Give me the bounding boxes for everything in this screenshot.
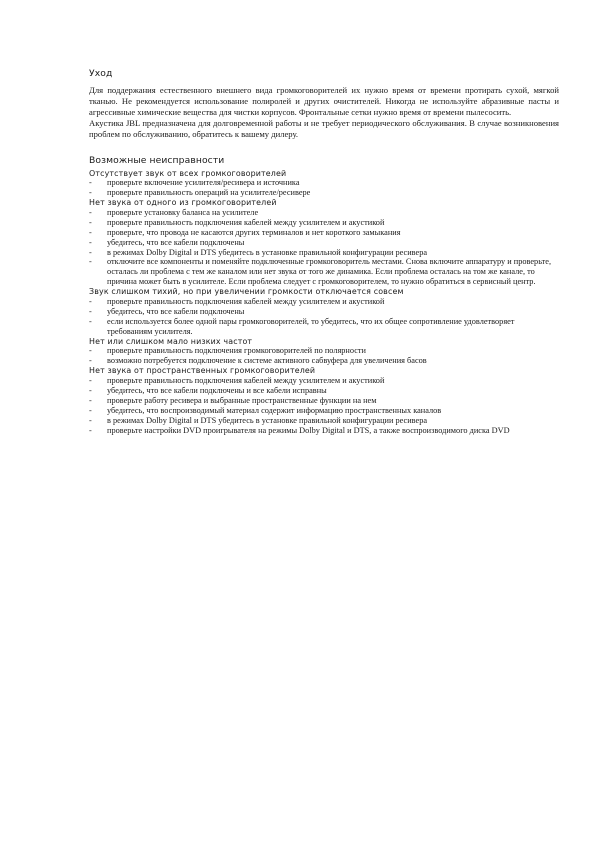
check-item [89,396,559,406]
bullet-dash: - [89,217,92,227]
check-item [89,426,559,436]
problem-title: Нет звука от пространственных громкоговорителей [89,366,316,376]
check-list [89,297,559,337]
check-item [89,376,559,386]
check-item [89,297,559,307]
bullet-dash: - [89,207,92,217]
bullet-dash: - [89,306,92,316]
check-item [89,178,559,188]
check-text: проверьте правильность подключения кабелей между усилителем и акустикой [107,296,385,306]
troubleshooting-group-no-sound-all [89,169,559,199]
problem-title: Нет звука от одного из громкоговорителей [89,198,277,208]
troubleshooting-group-low-volume [89,287,559,336]
check-text: проверьте, что провода не касаются других терминалов и нет короткого замыкания [107,227,401,237]
check-item [89,356,559,366]
check-text: проверьте включение усилителя/ресивера и источника [107,178,300,188]
bullet-dash: - [89,237,92,247]
bullet-dash: - [89,356,92,366]
check-item [89,248,559,258]
bullet-dash: - [89,227,92,237]
check-item [89,307,559,317]
check-text: проверьте работу ресивера и выбранные пространственные функции на нем [107,395,377,405]
bullet-dash: - [89,376,92,386]
bullet-dash: - [89,415,92,425]
check-text: проверьте установку баланса на усилителе [107,207,259,217]
check-item [89,208,559,218]
check-text: проверьте правильность подключения кабелей между усилителем и акустикой [107,376,385,386]
check-text: убедитесь, что все кабели подключены и все кабели исправны [107,385,327,395]
page-content [89,68,559,435]
check-text: убедитесь, что все кабели подключены [107,306,245,316]
check-list [89,178,559,198]
check-item [89,317,559,337]
check-text: проверьте правильность подключения кабелей между усилителем и акустикой [107,217,385,227]
check-text: в режимах Dolby Digital и DTS убедитесь в установке правильной конфигурации ресивера [107,415,428,425]
check-text: убедитесь, что воспроизводимый материал содержит информацию пространственных каналов [107,405,442,415]
check-list [89,346,559,366]
check-item [89,386,559,396]
check-item [89,188,559,198]
check-text: проверьте правильность операций на усилителе/ресивере [107,188,311,198]
check-text: если используется более одной пары громкоговорителей, то убедитесь, что их общее сопротивление удовлетворяет требованиям усилителя. [107,316,515,336]
bullet-dash: - [89,405,92,415]
check-item [89,346,559,356]
problem-title: Нет или слишком мало низких частот [89,336,253,346]
bullet-dash: - [89,188,92,198]
bullet-dash: - [89,385,92,395]
check-item [89,416,559,426]
check-list [89,208,559,287]
check-text: возможно потребуется подключение к системе активного сабвуфера для увеличения басов [107,356,427,366]
bullet-dash: - [89,395,92,405]
check-item [89,406,559,416]
care-paragraph-2: Акустика JBL предназначена для долговременной работы и не требует периодического обслуживания. В случае возникновения проблем по обслуживанию, обратитесь к вашему дилеру. [89,117,559,139]
problem-title: Отсутствует звук от всех громкоговорителей [89,168,287,178]
bullet-dash: - [89,296,92,306]
bullet-dash: - [89,425,92,435]
bullet-dash: - [89,346,92,356]
bullet-dash: - [89,247,92,257]
troubleshooting-heading: Возможные неисправности [89,154,225,166]
check-item [89,218,559,228]
check-item [89,228,559,238]
bullet-dash: - [89,316,92,326]
check-text: проверьте правильность подключения громкоговорителей по полярности [107,346,366,356]
check-item [89,257,559,287]
check-text: проверьте настройки DVD проигрывателя на режимы Dolby Digital и DTS, а также воспроизводимого диска DVD [107,425,510,435]
troubleshooting-group-no-sound-one [89,198,559,287]
check-text: убедитесь, что все кабели подключены [107,237,245,247]
check-item [89,238,559,248]
problem-title: Звук слишком тихий, но при увеличении громкости отключается совсем [89,287,404,297]
troubleshooting-group-no-surround [89,366,559,435]
check-list [89,376,559,435]
check-text: в режимах Dolby Digital и DTS убедитесь в установке правильной конфигурации ресивера [107,247,428,257]
care-paragraph-1: Для поддержания естественного внешнего вида громкоговорителей их нужно время от времени протирать сухой, мягкой тканью. Не рекомендуется использование полиролей и других очистителей. Никогда не используйте абразивные пасты и агрессивные химические вещества для чистки корпусов. Фронтальные сетки нужно время от времени пылесосить. [89,85,559,117]
bullet-dash: - [89,178,92,188]
check-text: отключите все компоненты и поменяйте подключенные громкоговоритель местами. Снова включите аппаратуру и проверьте, осталась ли проблема с тем же каналом или нет звука от того же динамика. Если проблема осталась на том же канале, то причина может быть в усилителе. Если проблема следует с громкоговорителем, то нужно обратиться в сервисный центр. [107,257,552,287]
bullet-dash: - [89,257,92,267]
troubleshooting-group-no-bass [89,337,559,367]
care-heading: Уход [89,68,113,79]
